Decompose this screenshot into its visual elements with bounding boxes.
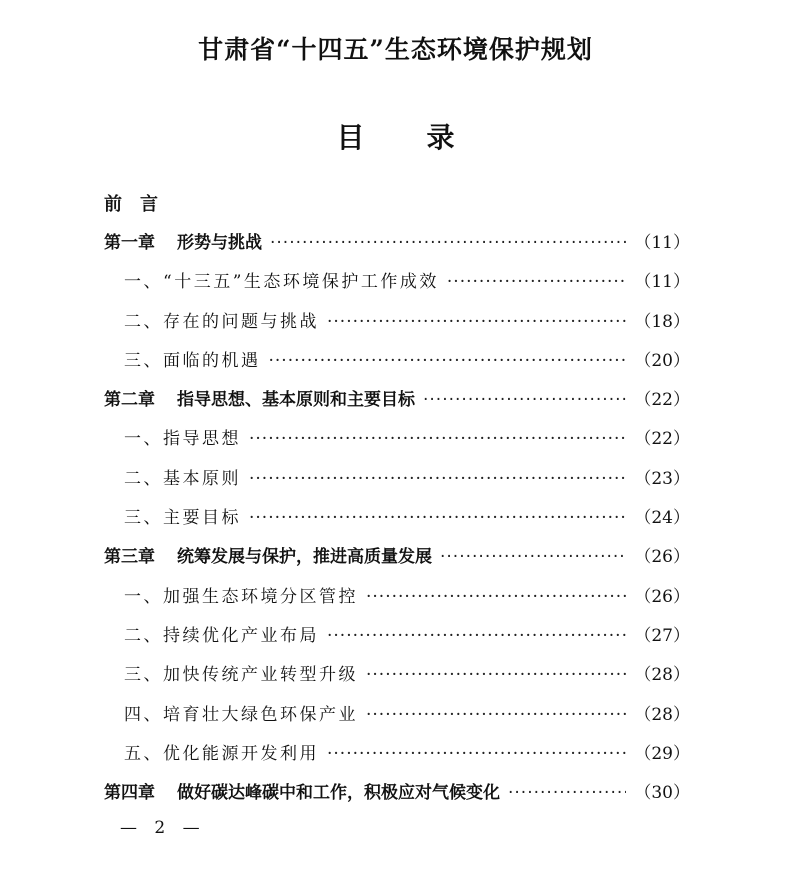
toc-heading-char-2: 录 bbox=[426, 121, 455, 154]
dot-leader bbox=[327, 740, 626, 768]
toc-entry-section[interactable] bbox=[104, 740, 690, 779]
page-ref: （28） bbox=[634, 665, 690, 686]
page-ref: （23） bbox=[634, 468, 690, 489]
dot-leader bbox=[327, 622, 626, 650]
page-ref: （29） bbox=[634, 743, 690, 764]
toc-heading bbox=[0, 118, 791, 158]
section-title: 二、持续优化产业布局 bbox=[124, 625, 319, 646]
toc-entry-section[interactable] bbox=[104, 701, 690, 740]
chapter-title: 统筹发展与保护，推进高质量发展 bbox=[177, 547, 432, 568]
section-title: 一、指导思想 bbox=[124, 429, 241, 450]
dot-leader bbox=[447, 268, 626, 296]
toc-entry-preface[interactable]: 前 言 bbox=[104, 194, 158, 215]
dot-leader bbox=[366, 583, 626, 611]
page-ref: （28） bbox=[634, 704, 690, 725]
chapter-number: 第四章 bbox=[104, 783, 155, 804]
toc-entry-section[interactable] bbox=[104, 622, 690, 661]
page-ref: （18） bbox=[634, 311, 690, 332]
dot-leader bbox=[249, 465, 626, 493]
dot-leader bbox=[423, 386, 626, 414]
chapter-number: 第一章 bbox=[104, 233, 155, 253]
toc-entry-chapter-3[interactable] bbox=[104, 543, 690, 582]
section-title: 一、加强生态环境分区管控 bbox=[124, 586, 358, 607]
page-ref: （24） bbox=[634, 508, 690, 529]
toc-entry-chapter-1[interactable] bbox=[104, 229, 690, 268]
page-ref: （11） bbox=[634, 272, 690, 293]
document-title: 甘肃省“十四五”生态环境保护规划 bbox=[198, 35, 593, 64]
section-title: 二、基本原则 bbox=[124, 468, 241, 489]
page-number: — 2 — bbox=[120, 818, 206, 838]
toc-entry-chapter-2[interactable] bbox=[104, 386, 690, 425]
section-title: 三、主要目标 bbox=[124, 508, 241, 529]
section-title: 二、存在的问题与挑战 bbox=[124, 311, 319, 332]
toc-entry-section[interactable] bbox=[104, 425, 690, 464]
page-ref: （22） bbox=[634, 429, 690, 450]
dot-leader bbox=[249, 425, 626, 453]
section-title: 三、面临的机遇 bbox=[124, 350, 261, 371]
toc-entry-section[interactable] bbox=[104, 504, 690, 543]
dot-leader bbox=[366, 661, 626, 689]
section-title: 一、“十三五”生态环境保护工作成效 bbox=[124, 272, 439, 293]
page-ref: （30） bbox=[634, 783, 690, 804]
page-ref: （27） bbox=[634, 625, 690, 646]
page-ref: （20） bbox=[634, 350, 690, 371]
chapter-number: 第二章 bbox=[104, 390, 155, 411]
dot-leader bbox=[366, 701, 626, 729]
dot-leader bbox=[269, 347, 627, 375]
chapter-title: 形势与挑战 bbox=[177, 233, 262, 253]
chapter-number: 第三章 bbox=[104, 547, 155, 568]
dot-leader bbox=[327, 308, 626, 336]
toc-entry-section[interactable] bbox=[104, 268, 690, 307]
dot-leader bbox=[508, 779, 626, 807]
chapter-title: 做好碳达峰碳中和工作，积极应对气候变化 bbox=[177, 783, 500, 804]
toc-entry-section[interactable] bbox=[104, 347, 690, 386]
toc-entry-section[interactable] bbox=[104, 661, 690, 700]
toc-entry-section[interactable] bbox=[104, 583, 690, 622]
dot-leader bbox=[249, 504, 626, 532]
section-title: 四、培育壮大绿色环保产业 bbox=[124, 704, 358, 725]
chapter-title: 指导思想、基本原则和主要目标 bbox=[177, 390, 415, 411]
toc-heading-char-1: 目 bbox=[336, 121, 365, 154]
page-ref: （26） bbox=[634, 586, 690, 607]
dot-leader bbox=[270, 229, 626, 257]
toc-entry-chapter-4[interactable] bbox=[104, 779, 690, 818]
page-ref: （22） bbox=[634, 390, 690, 411]
toc-entry-section[interactable] bbox=[104, 308, 690, 347]
page-ref: （11） bbox=[634, 233, 690, 253]
section-title: 五、优化能源开发利用 bbox=[124, 743, 319, 764]
toc-entry-section[interactable] bbox=[104, 465, 690, 504]
section-title: 三、加快传统产业转型升级 bbox=[124, 665, 358, 686]
toc-list bbox=[104, 229, 690, 818]
dot-leader bbox=[440, 543, 626, 571]
page-ref: （26） bbox=[634, 547, 690, 568]
